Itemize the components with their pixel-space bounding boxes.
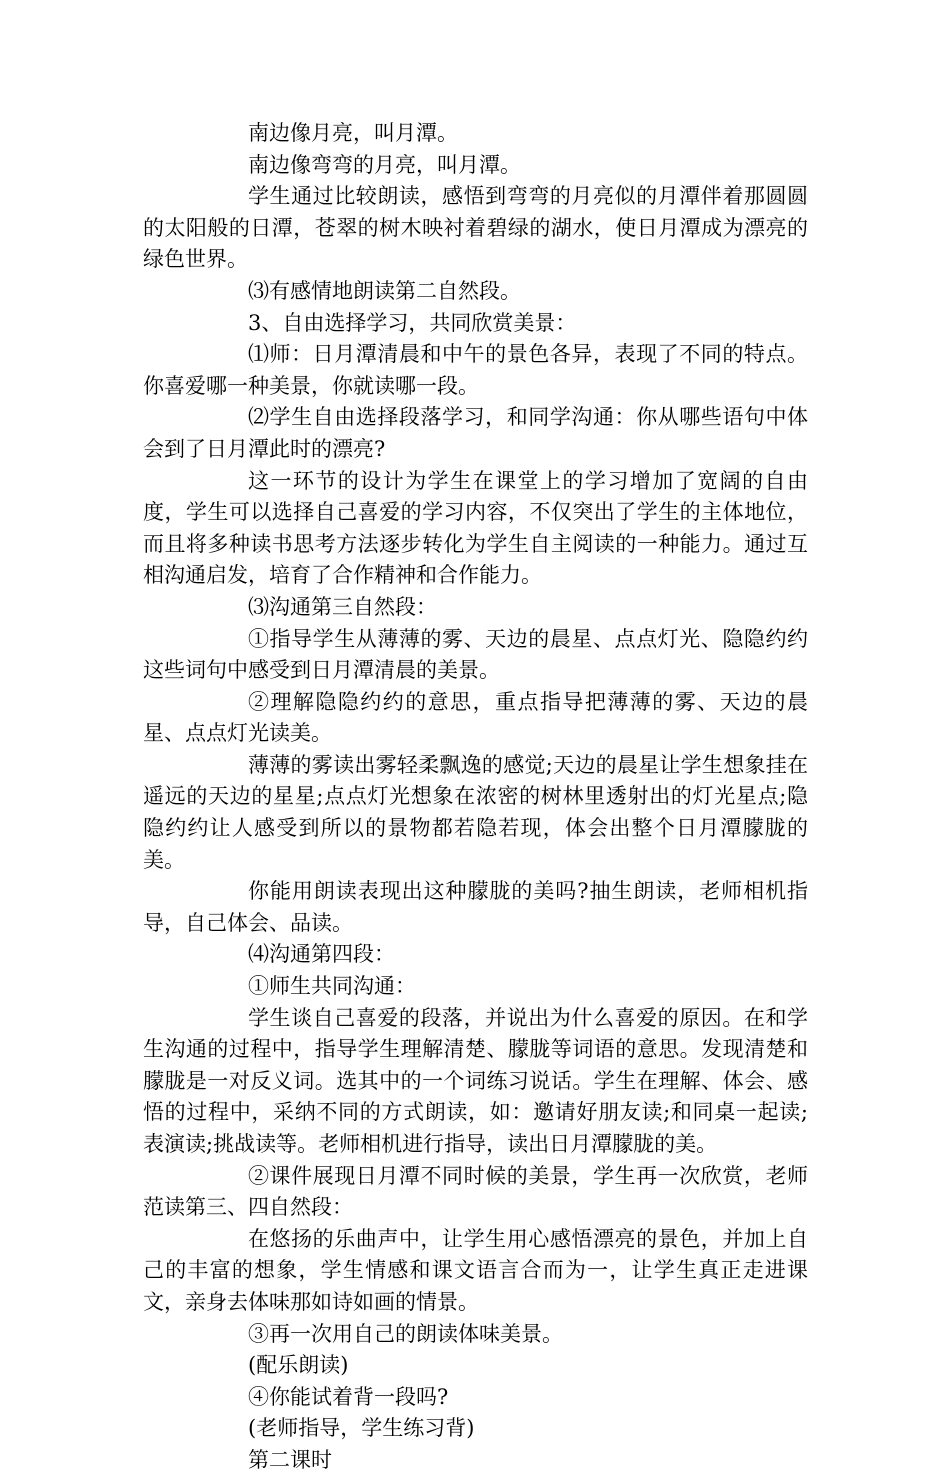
paragraph-19: ③再一次用自己的朗读体味美景。 [248,1321,563,1346]
paragraph-16: 学生谈自己喜爱的段落，并说出为什么喜爱的原因。在和学生沟通的过程中，指导学生理解清楚、朦胧等词语的意思。发现清楚和朦胧是一对反义词。选其中的一个词练习说话。学生在理解、体会、感悟的过程中，采纳不同的方式朗读，如：邀请好朋友读;和同桌一起读;表演读;挑战读等。老师相机进行指导，读出日月潭朦胧的美。 [143,1005,808,1156]
paragraph-22: (老师指导，学生练习背) [248,1416,475,1441]
paragraph-3: 学生通过比较朗读，感悟到弯弯的月亮似的月潭伴着那圆圆的太阳般的日潭，苍翠的树木映衬着碧绿的湖水，使日月潭成为漂亮的绿色世界。 [143,184,808,272]
paragraph-21: ④你能试着背一段吗? [248,1384,449,1409]
paragraph-17: ②课件展现日月潭不同时候的美景，学生再一次欣赏，老师范读第三、四自然段： [143,1163,808,1220]
paragraph-20: (配乐朗读) [248,1353,349,1378]
paragraph-1: 南边像月亮，叫月潭。 [248,121,458,145]
paragraph-12: 薄薄的雾读出雾轻柔飘逸的感觉;天边的晨星让学生想象挂在遥远的天边的星星;点点灯光想象在浓密的树林里透射出的灯光星点;隐隐约约让人感受到所以的景物都若隐若现，体会出整个日月潭朦胧的美。 [143,752,808,872]
paragraph-15: ①师生共同沟通： [248,974,416,999]
paragraph-4: ⑶有感情地朗读第二自然段。 [248,278,521,303]
paragraph-13: 你能用朗读表现出这种朦胧的美吗?抽生朗读，老师相机指导，自己体会、品读。 [143,879,808,935]
paragraph-7: ⑵学生自由选择段落学习，和同学沟通：你从哪些语句中体会到了日月潭此时的漂亮? [143,405,808,461]
paragraph-10: ①指导学生从薄薄的雾、天边的晨星、点点灯光、隐隐约约这些词句中感受到日月潭清晨的美景。 [143,626,808,683]
paragraph-5: 3、自由选择学习，共同欣赏美景： [248,310,577,335]
paragraph-8: 这一环节的设计为学生在课堂上的学习增加了宽阔的自由度，学生可以选择自己喜爱的学习内容，不仅突出了学生的主体地位，而且将多种读书思考方法逐步转化为学生自主阅读的一种能力。通过互相沟通启发，培育了合作精神和合作能力。 [143,468,808,588]
paragraph-14: ⑷沟通第四段： [248,942,395,967]
document-body [143,118,808,1477]
paragraph-9: ⑶沟通第三自然段： [248,594,437,619]
paragraph-6: ⑴师：日月潭清晨和中午的景色各异，表现了不同的特点。你喜爱哪一种美景，你就读哪一段。 [143,342,808,398]
section-heading: 第二课时 [248,1447,332,1472]
paragraph-2: 南边像弯弯的月亮，叫月潭。 [248,152,521,177]
paragraph-18: 在悠扬的乐曲声中，让学生用心感悟漂亮的景色，并加上自己的丰富的想象，学生情感和课文语言合而为一，让学生真正走进课文，亲身去体味那如诗如画的情景。 [143,1226,808,1314]
paragraph-11: ②理解隐隐约约的意思，重点指导把薄薄的雾、天边的晨星、点点灯光读美。 [143,689,808,746]
